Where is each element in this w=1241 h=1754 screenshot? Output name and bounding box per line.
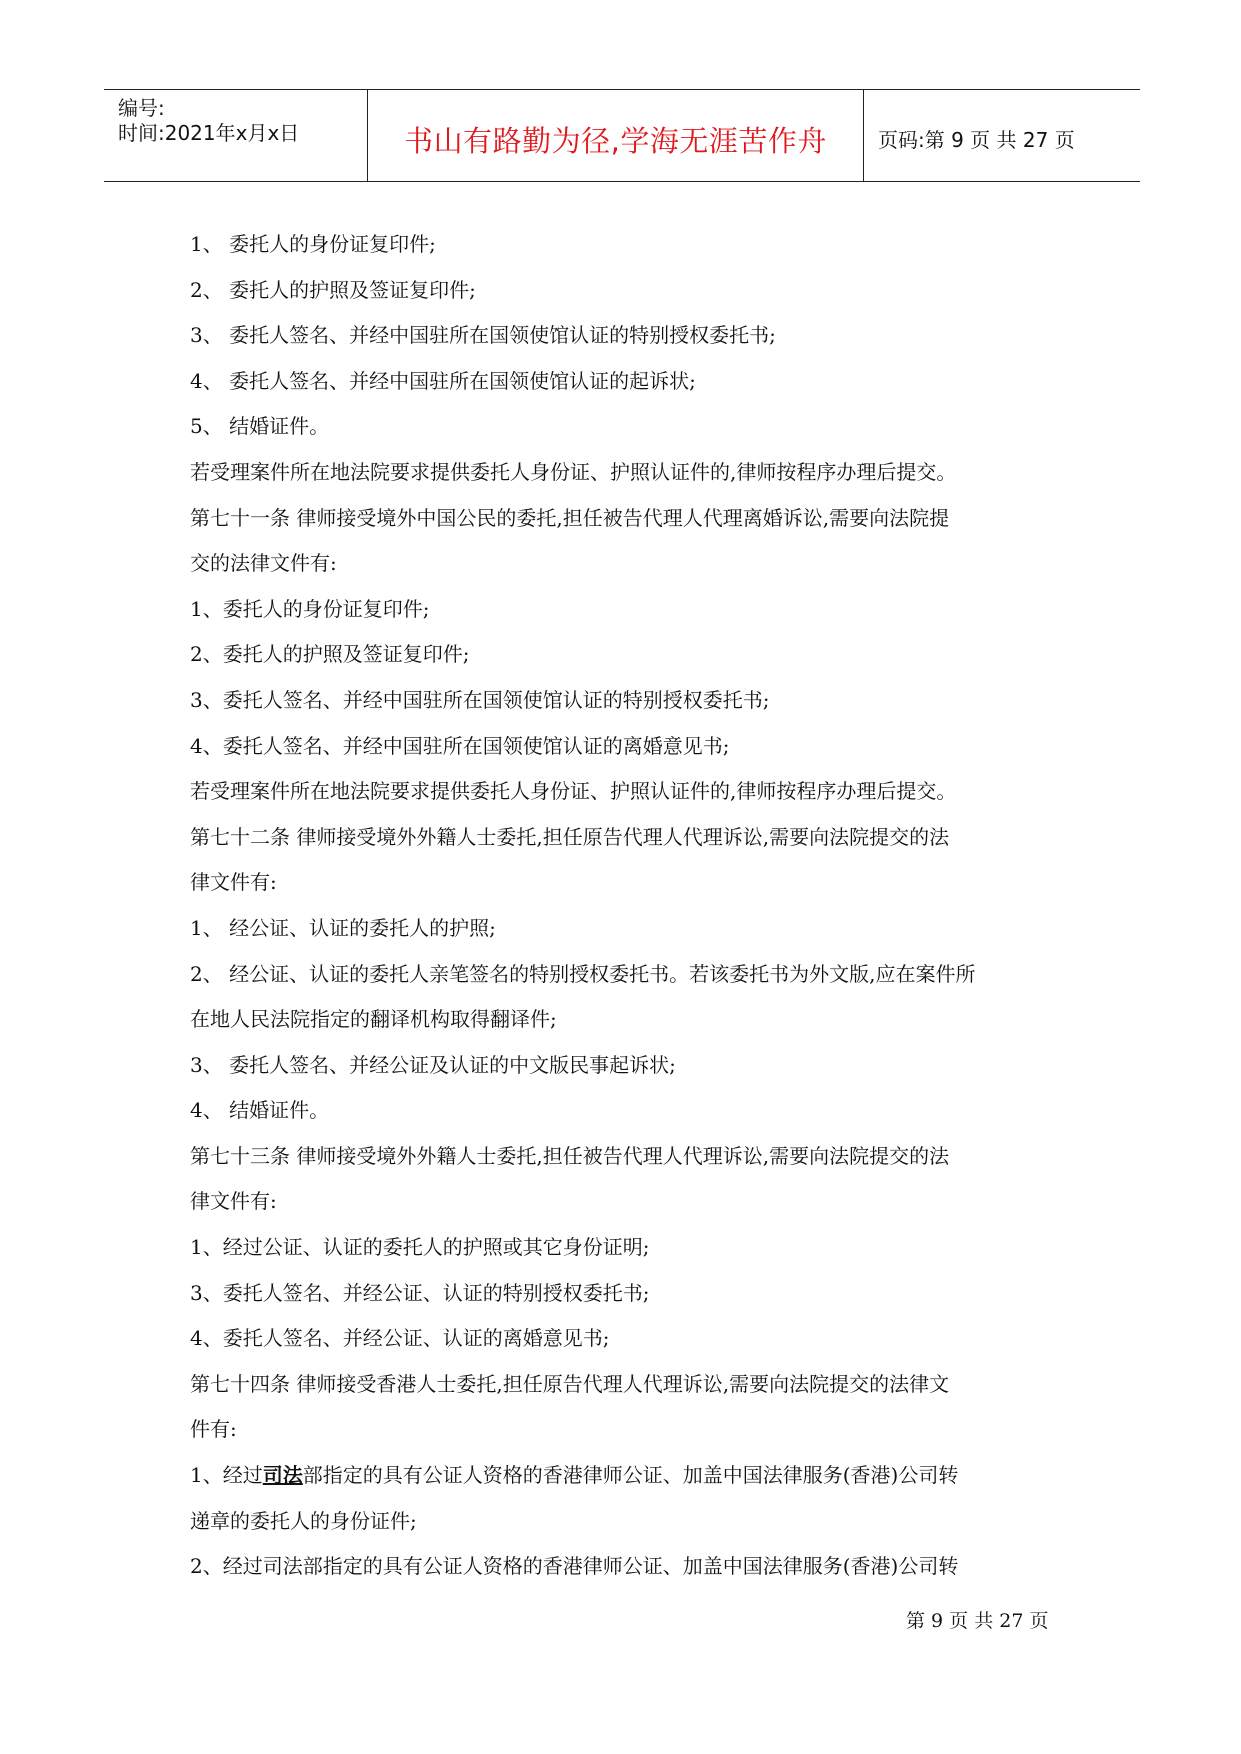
body-line: 5、 结婚证件。 [190,414,330,439]
line-suffix: 部指定的具有公证人资格的香港律师公证、加盖中国法律服务(香港)公司转 [302,1463,959,1488]
header-motto: 书山有路勤为径,学海无涯苦作舟 [404,124,827,158]
body-line: 3、 委托人签名、并经中国驻所在国领使馆认证的特别授权委托书; [190,323,776,348]
body-line: 2、 委托人的护照及签证复印件; [190,277,476,302]
document-body [190,222,1070,1590]
body-line: 若受理案件所在地法院要求提供委托人身份证、护照认证件的,律师按程序办理后提交。 [190,459,957,484]
body-line: 第七十二条 律师接受境外外籍人士委托,担任原告代理人代理诉讼,需要向法院提交的法 [190,824,950,849]
body-line: 3、委托人签名、并经中国驻所在国领使馆认证的特别授权委托书; [190,687,770,712]
page-header [104,89,1140,182]
header-right-cell [864,90,1140,181]
body-line: 1、经过公证、认证的委托人的护照或其它身份证明; [190,1235,650,1260]
body-line: 1、 委托人的身份证复印件; [190,232,436,256]
body-line [190,1453,1070,1499]
body-line: 第七十三条 律师接受境外外籍人士委托,担任被告代理人代理诉讼,需要向法院提交的法 [190,1143,950,1168]
body-line: 4、委托人签名、并经中国驻所在国领使馆认证的离婚意见书; [190,733,730,758]
body-line: 在地人民法院指定的翻译机构取得翻译件; [190,1007,557,1032]
body-line: 2、经过司法部指定的具有公证人资格的香港律师公证、加盖中国法律服务(香港)公司转 [190,1554,959,1579]
line-prefix: 1、经过 [190,1463,263,1488]
document-time-label: 时间:2021年x月x日 [118,121,300,145]
body-line: 件有: [190,1417,237,1442]
page-footer: 第 9 页 共 27 页 [906,1610,1049,1632]
body-line: 律文件有: [190,870,277,895]
header-page-number: 页码:第 9 页 共 27 页 [878,128,1075,152]
header-left-cell [104,90,368,181]
body-line: 若受理案件所在地法院要求提供委托人身份证、护照认证件的,律师按程序办理后提交。 [190,779,957,804]
body-line: 1、委托人的身份证复印件; [190,596,430,621]
body-line: 4、委托人签名、并经公证、认证的离婚意见书; [190,1326,610,1351]
body-line: 3、委托人签名、并经公证、认证的特别授权委托书; [190,1280,650,1305]
body-line: 4、 委托人签名、并经中国驻所在国领使馆认证的起诉状; [190,368,696,393]
document-number-label: 编号: [118,96,165,120]
body-line: 第七十四条 律师接受香港人士委托,担任原告代理人代理诉讼,需要向法院提交的法律文 [190,1371,950,1396]
body-line: 3、 委托人签名、并经公证及认证的中文版民事起诉状; [190,1052,676,1077]
body-line: 律文件有: [190,1189,277,1214]
body-line: 2、委托人的护照及签证复印件; [190,642,470,667]
body-tail-lines [190,1499,1070,1590]
body-line: 第七十一条 律师接受境外中国公民的委托,担任被告代理人代理离婚诉讼,需要向法院提 [190,505,950,530]
body-line: 4、 结婚证件。 [190,1098,330,1123]
body-line: 1、 经公证、认证的委托人的护照; [190,915,496,940]
body-lines [190,222,1070,1453]
header-middle-cell [368,90,864,181]
body-line: 递章的委托人的身份证件; [190,1508,417,1533]
body-line: 2、 经公证、认证的委托人亲笔签名的特别授权委托书。若该委托书为外文版,应在案件所 [190,961,976,986]
body-line: 交的法律文件有: [190,551,337,576]
underlined-term-link[interactable]: 司法 [262,1463,303,1488]
